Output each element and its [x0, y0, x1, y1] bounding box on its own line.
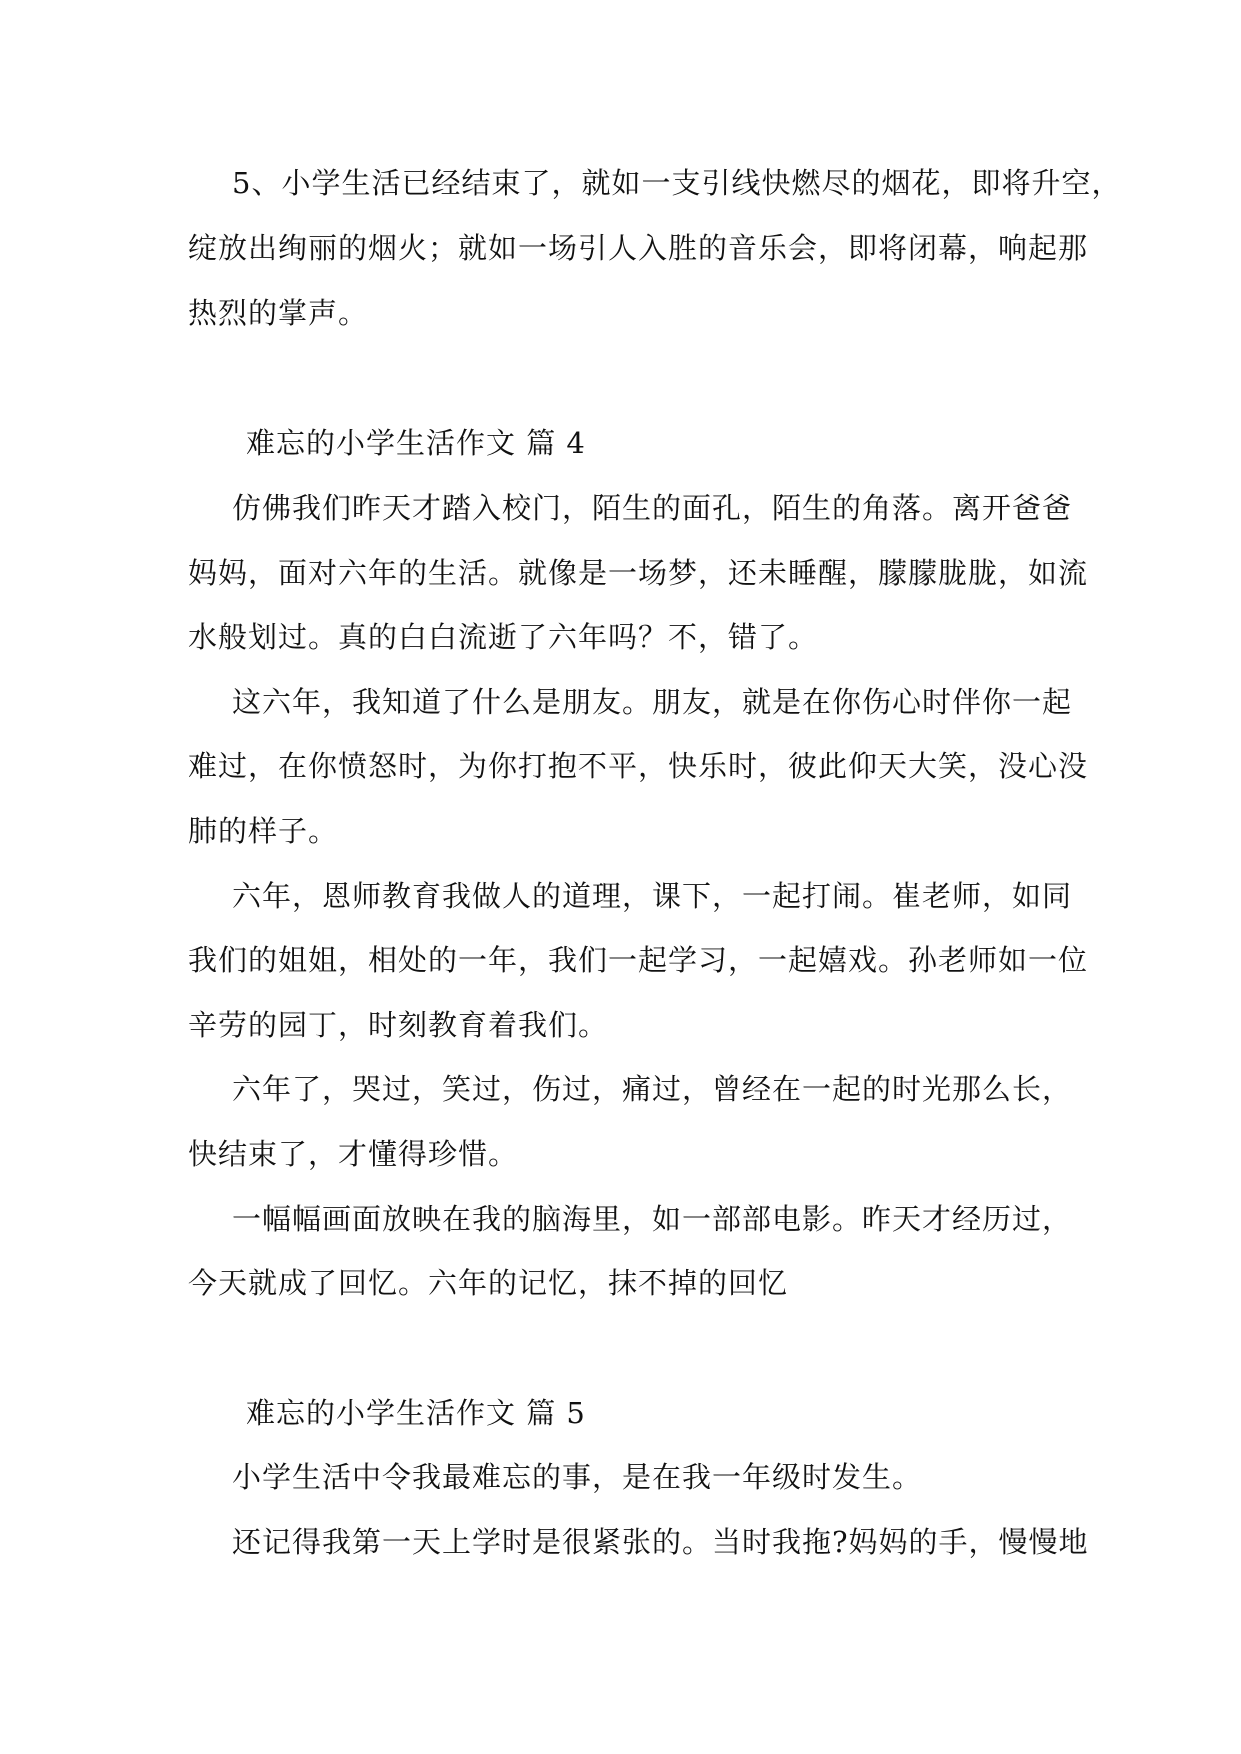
- paragraph-line: 仿佛我们昨天才踏入校门，陌生的面孔，陌生的角落。离开爸爸: [232, 491, 1073, 525]
- paragraph-line: 今天就成了回忆。六年的记忆，抹不掉的回忆: [188, 1266, 789, 1300]
- paragraph-line: 辛劳的园丁，时刻教育着我们。: [188, 1008, 609, 1042]
- paragraph-line: 六年了，哭过，笑过，伤过，痛过，曾经在一起的时光那么长，: [232, 1072, 1073, 1106]
- paragraph-line: 一幅幅画面放映在我的脑海里，如一部部电影。昨天才经历过，: [232, 1202, 1073, 1236]
- paragraph-line: 还记得我第一天上学时是很紧张的。当时我拖?妈妈的手，慢慢地: [232, 1525, 1089, 1559]
- section-heading: 难忘的小学生活作文 篇 5: [246, 1396, 586, 1430]
- paragraph-line: 5、小学生活已经结束了，就如一支引线快燃尽的烟花，即将升空，: [232, 166, 1122, 200]
- paragraph-line: 热烈的掌声。: [188, 296, 369, 330]
- paragraph-line: 难过，在你愤怒时，为你打抱不平，快乐时，彼此仰天大笑，没心没: [188, 749, 1089, 783]
- paragraph-line: 这六年，我知道了什么是朋友。朋友，就是在你伤心时伴你一起: [232, 685, 1073, 719]
- paragraph-line: 水般划过。真的白白流逝了六年吗？不，错了。: [188, 620, 819, 654]
- paragraph-line: 小学生活中令我最难忘的事，是在我一年级时发生。: [232, 1460, 923, 1494]
- section-heading: 难忘的小学生活作文 篇 4: [246, 426, 586, 460]
- paragraph-line: 我们的姐姐，相处的一年，我们一起学习，一起嬉戏。孙老师如一位: [188, 943, 1089, 977]
- paragraph-line: 妈妈，面对六年的生活。就像是一场梦，还未睡醒，朦朦胧胧，如流: [188, 556, 1089, 590]
- paragraph-line: 肺的样子。: [188, 814, 339, 848]
- paragraph-line: 绽放出绚丽的烟火；就如一场引人入胜的音乐会，即将闭幕，响起那: [188, 231, 1089, 265]
- paragraph-line: 快结束了，才懂得珍惜。: [188, 1137, 519, 1171]
- paragraph-line: 六年，恩师教育我做人的道理，课下，一起打闹。崔老师，如同: [232, 879, 1073, 913]
